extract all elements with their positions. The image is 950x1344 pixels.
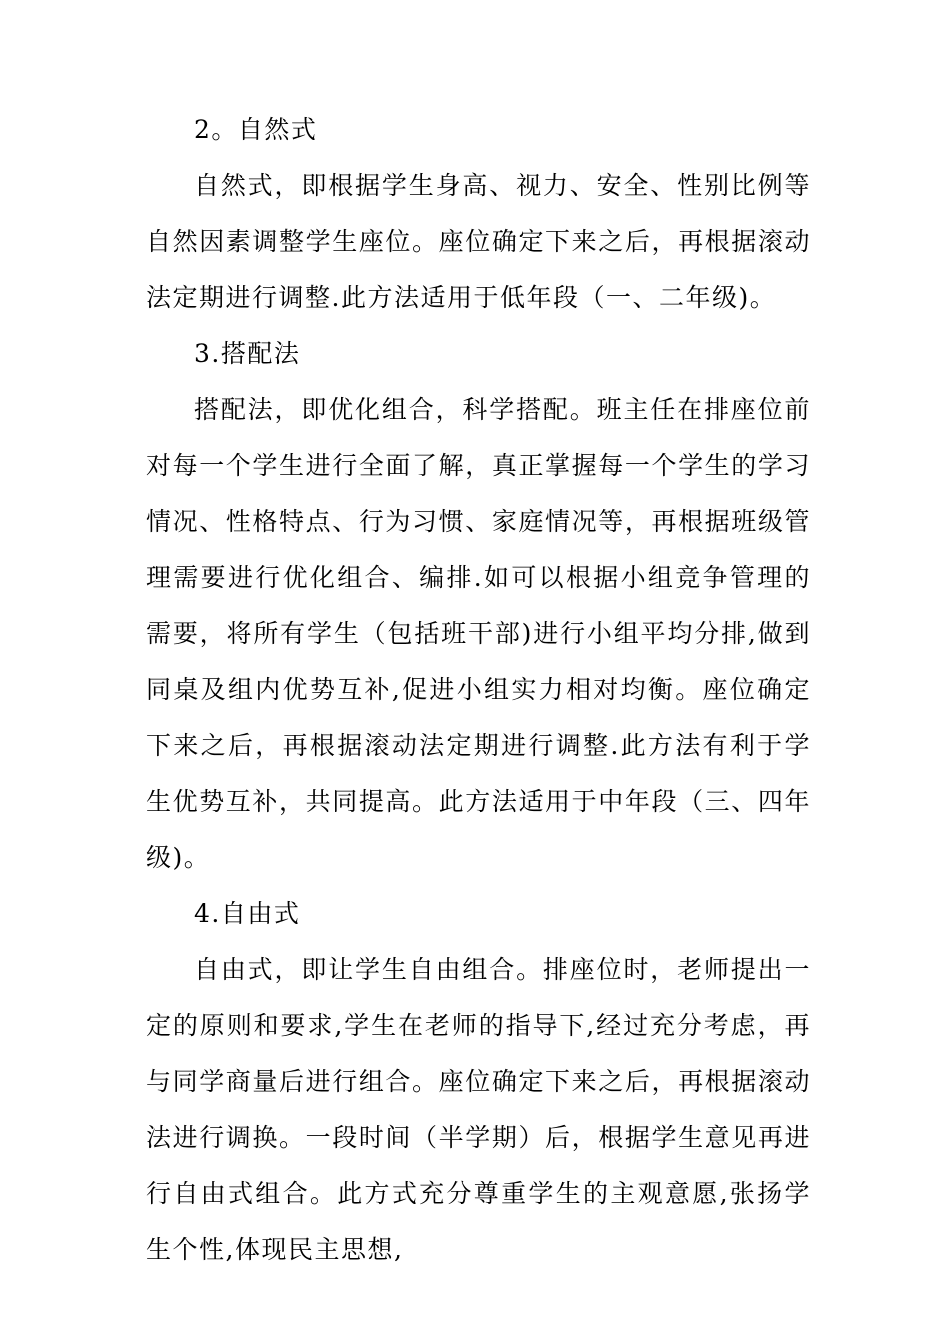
document-body: [146, 102, 811, 1278]
section-heading-natural: 2。自然式: [194, 115, 318, 144]
section-heading-matching: 3.搭配法: [194, 339, 301, 368]
section-paragraph-matching: 搭配法，即优化组合，科学搭配。班主任在排座位前对每一个学生进行全面了解，真正掌握每一个学生的学习情况、性格特点、行为习惯、家庭情况等，再根据班级管理需要进行优化组合、编排.如可以根据小组竞争管理的需要，将所有学生（包括班干部)进行小组平均分排,做到同桌及组内优势互补,促进小组实力相对均衡。座位确定下来之后，再根据滚动法定期进行调整.此方法有利于学生优势互补，共同提高。此方法适用于中年段（三、四年级)。: [146, 395, 811, 872]
section-paragraph-free: 自由式，即让学生自由组合。排座位时，老师提出一定的原则和要求,学生在老师的指导下,经过充分考虑，再与同学商量后进行组合。座位确定下来之后，再根据滚动法进行调换。一段时间（半学期）后，根据学生意见再进行自由式组合。此方式充分尊重学生的主观意愿,张扬学生个性,体现民主思想,: [146, 955, 811, 1264]
section-heading-free: 4.自由式: [194, 899, 301, 928]
section-paragraph-natural: 自然式，即根据学生身高、视力、安全、性别比例等自然因素调整学生座位。座位确定下来之后，再根据滚动法定期进行调整.此方法适用于低年段（一、二年级)。: [146, 171, 811, 312]
